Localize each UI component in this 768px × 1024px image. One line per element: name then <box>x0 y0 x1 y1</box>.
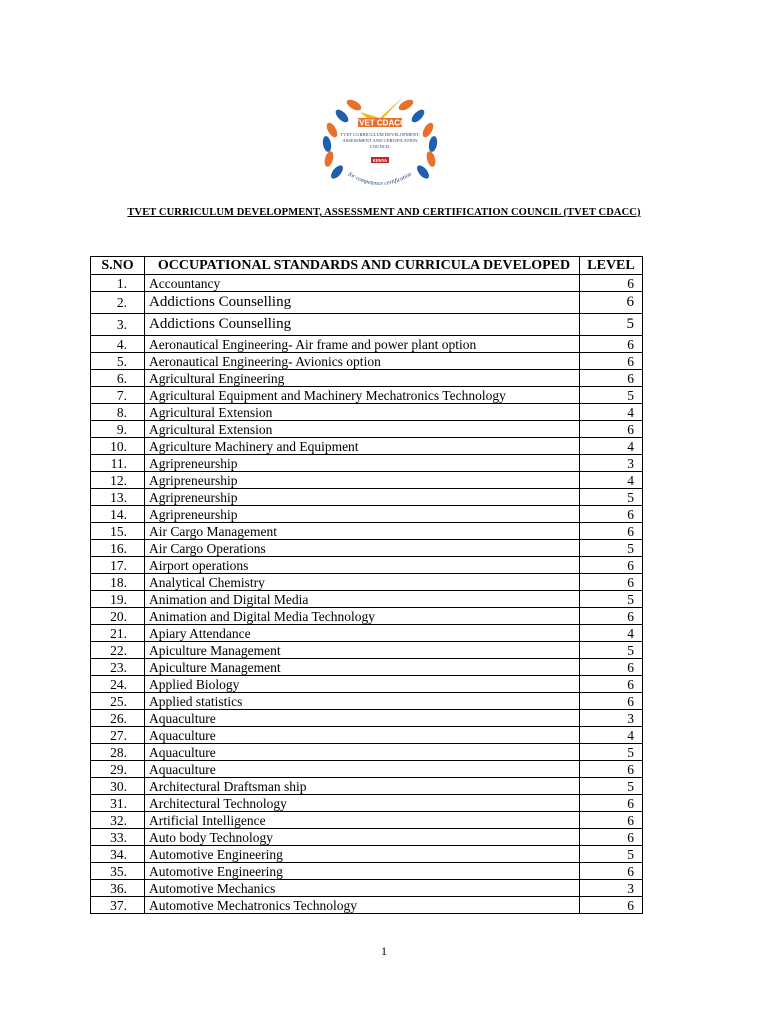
row-name: Airport operations <box>145 557 580 574</box>
row-name: Aeronautical Engineering- Avionics option <box>145 353 580 370</box>
row-sno: 34. <box>91 846 145 863</box>
row-name: Agripreneurship <box>145 472 580 489</box>
row-sno: 13. <box>91 489 145 506</box>
table-row <box>91 387 643 404</box>
table-header-row <box>91 257 643 275</box>
row-sno: 36. <box>91 880 145 897</box>
row-sno: 11. <box>91 455 145 472</box>
row-level: 6 <box>580 574 643 591</box>
table-row <box>91 540 643 557</box>
row-level: 6 <box>580 829 643 846</box>
logo-line-3: COUNCIL <box>369 144 391 149</box>
row-level: 6 <box>580 292 643 314</box>
row-name: Agricultural Equipment and Machinery Mechatronics Technology <box>145 387 580 404</box>
occupational-standards-table <box>90 256 643 914</box>
table-row <box>91 642 643 659</box>
row-name: Apiary Attendance <box>145 625 580 642</box>
row-level: 6 <box>580 812 643 829</box>
row-level: 5 <box>580 314 643 336</box>
row-name: Architectural Draftsman ship <box>145 778 580 795</box>
table-body <box>91 275 643 914</box>
table-row <box>91 591 643 608</box>
row-level: 6 <box>580 693 643 710</box>
table-row <box>91 880 643 897</box>
table-row <box>91 353 643 370</box>
table-row <box>91 829 643 846</box>
logo-motto: for competence certification <box>347 171 413 188</box>
row-sno: 35. <box>91 863 145 880</box>
row-level: 6 <box>580 795 643 812</box>
row-sno: 22. <box>91 642 145 659</box>
row-name: Aeronautical Engineering- Air frame and power plant option <box>145 336 580 353</box>
row-sno: 9. <box>91 421 145 438</box>
table-row <box>91 523 643 540</box>
table-row <box>91 676 643 693</box>
table-row <box>91 336 643 353</box>
row-sno: 12. <box>91 472 145 489</box>
table-row <box>91 404 643 421</box>
row-name: Agriculture Machinery and Equipment <box>145 438 580 455</box>
row-name: Animation and Digital Media <box>145 591 580 608</box>
row-sno: 3. <box>91 314 145 336</box>
page-number: 1 <box>381 944 387 958</box>
row-name: Aquaculture <box>145 761 580 778</box>
row-name: Agripreneurship <box>145 506 580 523</box>
row-level: 6 <box>580 336 643 353</box>
table-row <box>91 625 643 642</box>
row-level: 6 <box>580 353 643 370</box>
row-sno: 25. <box>91 693 145 710</box>
table-row <box>91 421 643 438</box>
table-row <box>91 292 643 314</box>
table-row <box>91 812 643 829</box>
table-row <box>91 506 643 523</box>
row-sno: 32. <box>91 812 145 829</box>
table-row <box>91 608 643 625</box>
table-row <box>91 472 643 489</box>
row-level: 4 <box>580 438 643 455</box>
row-name: Apiculture Management <box>145 642 580 659</box>
table-row <box>91 693 643 710</box>
row-level: 6 <box>580 863 643 880</box>
row-sno: 28. <box>91 744 145 761</box>
row-name: Applied statistics <box>145 693 580 710</box>
row-sno: 6. <box>91 370 145 387</box>
row-level: 4 <box>580 625 643 642</box>
row-name: Agripreneurship <box>145 489 580 506</box>
row-level: 4 <box>580 727 643 744</box>
table-row <box>91 314 643 336</box>
row-sno: 17. <box>91 557 145 574</box>
row-level: 6 <box>580 676 643 693</box>
table-row <box>91 438 643 455</box>
row-sno: 23. <box>91 659 145 676</box>
row-level: 6 <box>580 421 643 438</box>
row-sno: 16. <box>91 540 145 557</box>
row-level: 5 <box>580 387 643 404</box>
row-level: 3 <box>580 455 643 472</box>
header-title: OCCUPATIONAL STANDARDS AND CURRICULA DEVELOPED <box>145 257 580 275</box>
table-row <box>91 778 643 795</box>
row-sno: 5. <box>91 353 145 370</box>
row-sno: 29. <box>91 761 145 778</box>
logo-line-1: TVET CURRICULUM DEVELOPMENT, <box>340 132 420 137</box>
row-level: 5 <box>580 642 643 659</box>
row-name: Automotive Engineering <box>145 863 580 880</box>
row-level: 5 <box>580 540 643 557</box>
row-name: Aquaculture <box>145 744 580 761</box>
row-name: Automotive Mechatronics Technology <box>145 897 580 914</box>
table-row <box>91 557 643 574</box>
row-level: 6 <box>580 523 643 540</box>
row-sno: 18. <box>91 574 145 591</box>
logo-name-text: TVET CDACC <box>354 118 406 128</box>
row-level: 6 <box>580 897 643 914</box>
row-level: 4 <box>580 472 643 489</box>
header-level: LEVEL <box>580 257 643 275</box>
row-name: Agripreneurship <box>145 455 580 472</box>
row-name: Addictions Counselling <box>145 292 580 314</box>
row-name: Animation and Digital Media Technology <box>145 608 580 625</box>
row-level: 4 <box>580 404 643 421</box>
row-name: Artificial Intelligence <box>145 812 580 829</box>
row-level: 6 <box>580 608 643 625</box>
row-level: 3 <box>580 710 643 727</box>
table-row <box>91 897 643 914</box>
row-sno: 27. <box>91 727 145 744</box>
row-name: Automotive Engineering <box>145 846 580 863</box>
row-sno: 1. <box>91 275 145 292</box>
table-row <box>91 795 643 812</box>
row-name: Architectural Technology <box>145 795 580 812</box>
row-level: 6 <box>580 506 643 523</box>
row-name: Automotive Mechanics <box>145 880 580 897</box>
row-level: 5 <box>580 489 643 506</box>
row-sno: 21. <box>91 625 145 642</box>
table-row <box>91 489 643 506</box>
header-sno: S.NO <box>91 257 145 275</box>
row-level: 5 <box>580 778 643 795</box>
table-row <box>91 659 643 676</box>
row-name: Aquaculture <box>145 710 580 727</box>
document-heading: TVET CURRICULUM DEVELOPMENT, ASSESSMENT AND CERTIFICATION COUNCIL (TVET CDACC) <box>127 207 641 218</box>
table-row <box>91 744 643 761</box>
row-sno: 4. <box>91 336 145 353</box>
row-name: Air Cargo Management <box>145 523 580 540</box>
row-name: Agricultural Engineering <box>145 370 580 387</box>
row-level: 6 <box>580 370 643 387</box>
row-name: Aquaculture <box>145 727 580 744</box>
table-row <box>91 863 643 880</box>
table-row <box>91 727 643 744</box>
table-row <box>91 275 643 292</box>
row-sno: 31. <box>91 795 145 812</box>
row-sno: 2. <box>91 292 145 314</box>
row-level: 6 <box>580 275 643 292</box>
row-level: 3 <box>580 880 643 897</box>
row-sno: 24. <box>91 676 145 693</box>
row-sno: 37. <box>91 897 145 914</box>
row-name: Accountancy <box>145 275 580 292</box>
kenya-badge-text: KENYA <box>372 157 388 163</box>
row-sno: 7. <box>91 387 145 404</box>
table-row <box>91 455 643 472</box>
logo-line-2: ASSESSMENT AND CERTIFICATION <box>342 138 418 143</box>
row-name: Applied Biology <box>145 676 580 693</box>
row-name: Auto body Technology <box>145 829 580 846</box>
row-sno: 8. <box>91 404 145 421</box>
row-name: Analytical Chemistry <box>145 574 580 591</box>
row-sno: 30. <box>91 778 145 795</box>
row-sno: 10. <box>91 438 145 455</box>
row-level: 6 <box>580 557 643 574</box>
table-row <box>91 574 643 591</box>
table-row <box>91 710 643 727</box>
table-row <box>91 370 643 387</box>
row-level: 5 <box>580 744 643 761</box>
table-row <box>91 761 643 778</box>
row-name: Apiculture Management <box>145 659 580 676</box>
row-sno: 14. <box>91 506 145 523</box>
row-sno: 26. <box>91 710 145 727</box>
row-level: 6 <box>580 659 643 676</box>
row-sno: 33. <box>91 829 145 846</box>
row-name: Agricultural Extension <box>145 421 580 438</box>
row-level: 6 <box>580 761 643 778</box>
row-level: 5 <box>580 846 643 863</box>
row-sno: 15. <box>91 523 145 540</box>
row-level: 5 <box>580 591 643 608</box>
table-row <box>91 846 643 863</box>
row-sno: 20. <box>91 608 145 625</box>
tvet-cdacc-logo <box>318 88 442 198</box>
row-name: Agricultural Extension <box>145 404 580 421</box>
row-sno: 19. <box>91 591 145 608</box>
row-name: Air Cargo Operations <box>145 540 580 557</box>
row-name: Addictions Counselling <box>145 314 580 336</box>
